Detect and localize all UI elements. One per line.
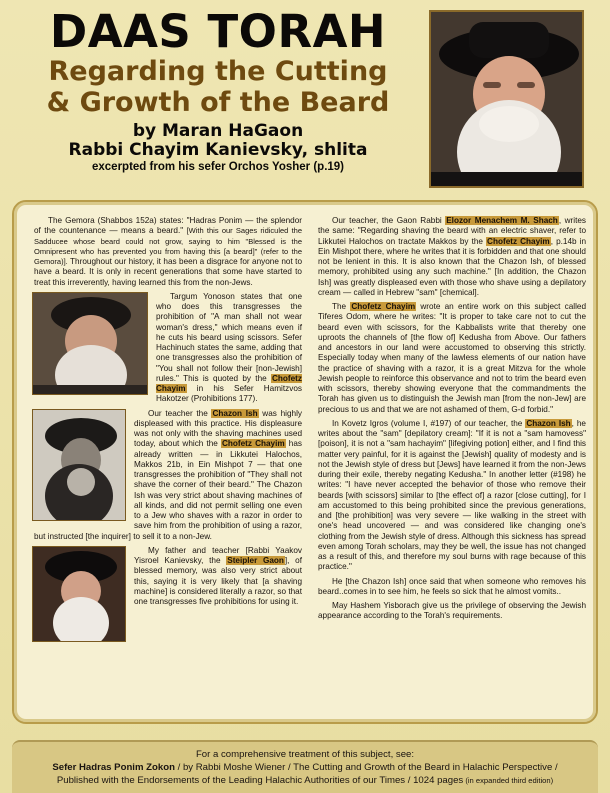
highlight-name: Chazon Ish (526, 418, 571, 428)
portrait-steipler-gaon (32, 546, 126, 642)
paragraph-shach (318, 216, 586, 298)
text-span: Our teacher, the Gaon Rabbi (332, 216, 446, 225)
edition-note: (in expanded third edition) (463, 776, 554, 785)
text-span-note: [With this our Sages ridiculed the Sadducee whose beard could not grow, saying to him "Blessed is the Omnipresent who has prevented you from having this [a beard]" (refer to the Gemora)]. (34, 226, 303, 266)
highlight-name: Chofetz Chayim (487, 236, 550, 246)
portrait-illustration (33, 547, 126, 642)
paragraph-tiferes-odom (318, 302, 586, 415)
footer-line-1: For a comprehensive treatment of this subject, see: (195, 749, 415, 760)
by-line: by Maran HaGaon (132, 121, 304, 141)
text-span: The Gemora (Shabbos 152a) states: "Hadras Ponim — the splendor of the countenance — means a beard." (34, 216, 302, 236)
left-column (34, 216, 302, 644)
highlight-name: Chofetz Chayim (221, 439, 285, 449)
text-span: was highly displeased with this practice. His displeasure was not only with the shaving machines used today, about which the (134, 408, 302, 449)
paragraph-gemora (34, 216, 302, 288)
portrait-illustration (33, 410, 126, 521)
portrait-chofetz-chayim (32, 292, 148, 395)
paragraph-closing: May Hashem Yisborach give us the privilege of observing the Jewish appearance according to the Torah's requirements. (318, 601, 586, 621)
footer-line-2 (12, 761, 598, 774)
text-span: , p.14b in Ein Mishpot there, where he writes that it is forbidden and that one should not be lenient in this. It is also known that the Chazon Ish, of blessed memory, prohibited using any such machine." [In addition, the Chazon Ish] was greatly displeased even with those who shave using a depilatory cream — called in Hebrew "sam" [chemical]. (318, 236, 586, 297)
subtitle-line-2: & Growth of the Beard (46, 87, 390, 118)
rabbi-name: Rabbi Chayim Kanievsky, shlita (68, 140, 368, 160)
footer-reference (12, 740, 598, 793)
text-span: Targum Yonoson states that one who does this transgresses the prohibition of "A man shall not wear woman's dress," which means even if he cuts his beard using scissors. Sefer Hachinuch states the same, adding that one transgresses also the prohibition of "You shall not follow their [non-Jewish] rules." This is quoted by the (156, 291, 302, 383)
text-span: My father and teacher [Rabbi Yaakov Yisroel Kanievsky, the (134, 545, 302, 565)
highlight-name: Elozor Menachem M. Shach (446, 216, 558, 225)
text-span: / by Rabbi Moshe Wiener / The Cutting and Growth of the Beard in Halachic Perspective / (174, 762, 558, 773)
text-span: , writes the same: "Regarding shaving the beard with an electric shaver, refer to Likkutei Halochos on tractate Makkos by the (318, 216, 586, 246)
highlight-name: Chofetz Chayim (351, 302, 416, 311)
text-span: The (332, 302, 351, 311)
title-block (18, 5, 418, 174)
text-span: wrote an entire work on this subject called Tiferes Odom, where he writes: "It is proper to take care not to cut the beard even with scissors, for the Kabbalists write that thereby one uproots the channels of [the flow of] Kedusha from Above. Our fathers and ancestors in our land were accustomed to observing this strictly. Especially today when many of the lawless elements of our nation have the practice of shaving with a razor, it is a great Mitzva for the whole Jewish people to reinforce this observance and not to trim the beard even with scissors, thereby showing everyone that the commandments the Torah has given us to distinguish the Jewish man [from the non-Jew] are precious to us and that we are not ashamed of them, G-d forbid." (318, 302, 586, 414)
highlight-name: Steipler Gaon (227, 556, 284, 565)
text-span: In Kovetz Igros (volume I, #197) of our teacher, the (332, 418, 526, 428)
text-span: , he writes about the "sam" [depilatory cream]: "If it is not a "sam hamovess" [poison], it is not a "sam hachayim" [lifegiving potion] either, and I find this matter very painful, for it is against the [Jewish] quality of modesty and is not the Jewish style of dress but [Jews] have learned it from the non-Jews during their exile, thereby negating Kedusha." In another letter (#198) he writes: "I have never accepted the behavior of those who remove their beards [with scissors] similar to [the effect of] a razor [close cutting], for I am accustomed to this being prohibited since the previous generations, and [the prohibition] was very severe — like walking in the street with one's head uncovered — and was considered like changing one's clothing from the Jewish style of dress. Although this sickness has spread even among Torah scholars, may they be well, the issue has not changed as a result of this, and therefore my soul burns with rage because of this practice." (318, 418, 586, 572)
text-span: Throughout our history, it has been a disgrace for anyone not to have a beard. It is only in recent generations that some have started to treat this irreverently, having learned this from the non-Jews. (34, 257, 302, 287)
portrait-illustration (431, 12, 584, 188)
portrait-illustration (33, 293, 148, 395)
article-panel (12, 200, 598, 724)
page-title: DAAS TORAH (49, 5, 387, 58)
portrait-rabbi-kanievsky (429, 10, 584, 188)
highlight-name: Chazon Ish (212, 408, 258, 418)
text-span: Our teacher the (148, 408, 212, 418)
text-span: in his Sefer Hamitzvos Hakotzer (Prohibitions 177). (156, 384, 302, 404)
right-column (318, 216, 586, 626)
portrait-chazon-ish (32, 409, 126, 521)
paragraph-kovetz-igros (318, 419, 586, 573)
highlight-name: Chofetz Chayim (156, 373, 302, 393)
excerpt-source: excerpted from his sefer Orchos Yosher (p.19) (91, 161, 345, 173)
text-span: ], of blessed memory, was also very strict about this, saying it is very likely that [a shaving machine] is considered literally a razor, so that one transgresses five prohibitions for using it. (134, 556, 302, 606)
text-span: has already written — in Likkutei Halochos, Makkos 21b, in Ein Mishpot 7 — that one transgresses the prohibition of "They shall not shave the corner of their beard." The Chazon Ish was very strict about shaving machines of all kinds, and did not permit selling one even to a Jew who shaves with a razor in order to save him from the prohibition of using a razor, but instructed [the inquirer] to sell it to a non-Jew. (34, 439, 302, 541)
subtitle-line-1: Regarding the Cutting (48, 56, 388, 87)
paragraph-vomits: He [the Chazon Ish] once said that when someone who removes his beard..comes in to see him, he feels so sick that he almost vomits.. (318, 576, 586, 596)
footer-line-3 (12, 774, 598, 787)
book-title: Sefer Hadras Ponim Zokon (52, 762, 175, 773)
text-span: Published with the Endorsements of the Leading Halachic Authorities of our Times / 1024 pages (56, 775, 464, 786)
